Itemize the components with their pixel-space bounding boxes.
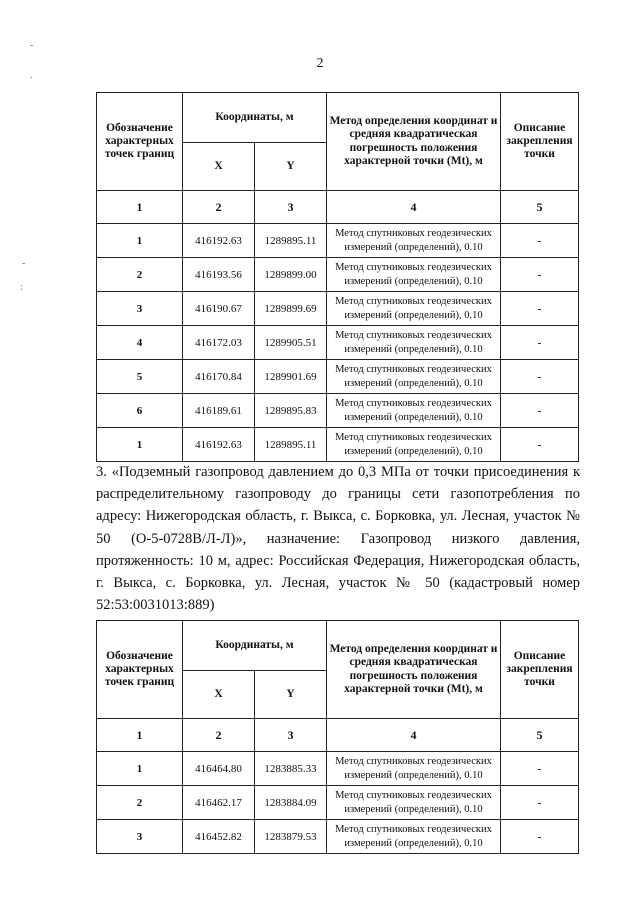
header-y: Y xyxy=(255,143,327,191)
x-coordinate-cell: 416170.84 xyxy=(183,360,255,394)
method-cell: Метод спутниковых геодезических измерений (определений), 0.10 xyxy=(327,360,501,394)
description-cell: - xyxy=(501,326,579,360)
x-coordinate-cell: 416452.82 xyxy=(183,820,255,854)
method-cell: Метод спутниковых геодезических измерений (определений), 0.10 xyxy=(327,820,501,854)
description-cell: - xyxy=(501,428,579,462)
column-number: 3 xyxy=(255,719,327,752)
method-cell: Метод спутниковых геодезических измерений (определений), 0.10 xyxy=(327,258,501,292)
header-method: Метод определения координат и средняя квадратическая погрешность положения характерной точки (Mt), м xyxy=(327,621,501,719)
x-coordinate-cell: 416462.17 xyxy=(183,786,255,820)
y-coordinate-cell: 1289895.11 xyxy=(255,224,327,258)
description-cell: - xyxy=(501,292,579,326)
description-cell: - xyxy=(501,820,579,854)
table-row xyxy=(97,428,579,462)
point-cell: 1 xyxy=(97,224,183,258)
x-coordinate-cell: 416192.63 xyxy=(183,428,255,462)
method-cell: Метод спутниковых геодезических измерений (определений), 0.10 xyxy=(327,224,501,258)
header-description: Описание закрепления точки xyxy=(501,93,579,191)
table-row xyxy=(97,394,579,428)
method-cell: Метод спутниковых геодезических измерений (определений), 0.10 xyxy=(327,326,501,360)
method-cell: Метод спутниковых геодезических измерений (определений), 0.10 xyxy=(327,394,501,428)
column-number: 1 xyxy=(97,191,183,224)
point-cell: 2 xyxy=(97,786,183,820)
method-cell: Метод спутниковых геодезических измерений (определений), 0.10 xyxy=(327,428,501,462)
table-row xyxy=(97,360,579,394)
column-number-row xyxy=(97,191,579,224)
x-coordinate-cell: 416189.61 xyxy=(183,394,255,428)
column-number: 4 xyxy=(327,191,501,224)
x-coordinate-cell: 416190.67 xyxy=(183,292,255,326)
margin-mark: : xyxy=(20,282,23,293)
y-coordinate-cell: 1289899.00 xyxy=(255,258,327,292)
point-cell: 2 xyxy=(97,258,183,292)
y-coordinate-cell: 1289905.51 xyxy=(255,326,327,360)
point-cell: 3 xyxy=(97,292,183,326)
column-number: 2 xyxy=(183,191,255,224)
y-coordinate-cell: 1283884.09 xyxy=(255,786,327,820)
point-cell: 6 xyxy=(97,394,183,428)
description-cell: - xyxy=(501,752,579,786)
y-coordinate-cell: 1289895.83 xyxy=(255,394,327,428)
page-number: 2 xyxy=(316,56,324,71)
object-description-paragraph: 3. «Подземный газопровод давлением до 0,3 МПа от точки присоединения к распределительному газопроводу до границы сети газопотребления по адресу: Нижегородская область, г. Выкса, с. Борковка, ул. Лесная, участок № 50 (О-5-0728В/Л-Л)», назначение: Газопровод низкого давления, протяженность: 10 м, адрес: Российская Федерация, Нижегородская область, г. Выкса, с. Борковка, ул. Лесная, участок № 50 (кадастровый номер 52:53:0031013:889) xyxy=(96,464,580,614)
description-cell: - xyxy=(501,224,579,258)
method-cell: Метод спутниковых геодезических измерений (определений), 0.10 xyxy=(327,786,501,820)
description-cell: - xyxy=(501,360,579,394)
x-coordinate-cell: 416464.80 xyxy=(183,752,255,786)
y-coordinate-cell: 1283879.53 xyxy=(255,820,327,854)
header-designation: Обозначение характерных точек границ xyxy=(97,621,183,719)
margin-mark: . xyxy=(30,70,33,81)
margin-mark: - xyxy=(22,258,26,269)
table-row xyxy=(97,752,579,786)
column-number: 1 xyxy=(97,719,183,752)
header-x: X xyxy=(183,671,255,719)
coordinates-table-2 xyxy=(96,620,579,854)
method-cell: Метод спутниковых геодезических измерений (определений), 0.10 xyxy=(327,752,501,786)
y-coordinate-cell: 1289901.69 xyxy=(255,360,327,394)
method-cell: Метод спутниковых геодезических измерений (определений), 0.10 xyxy=(327,292,501,326)
column-number: 5 xyxy=(501,719,579,752)
y-coordinate-cell: 1283885.33 xyxy=(255,752,327,786)
point-cell: 4 xyxy=(97,326,183,360)
table-row xyxy=(97,292,579,326)
column-number: 5 xyxy=(501,191,579,224)
header-coordinates: Координаты, м xyxy=(183,621,327,671)
table-row xyxy=(97,326,579,360)
point-cell: 5 xyxy=(97,360,183,394)
header-method: Метод определения координат и средняя квадратическая погрешность положения характерной точки (Mt), м xyxy=(327,93,501,191)
x-coordinate-cell: 416192.63 xyxy=(183,224,255,258)
x-coordinate-cell: 416193.56 xyxy=(183,258,255,292)
header-description: Описание закрепления точки xyxy=(501,621,579,719)
column-number: 3 xyxy=(255,191,327,224)
y-coordinate-cell: 1289899.69 xyxy=(255,292,327,326)
column-number: 2 xyxy=(183,719,255,752)
table-row xyxy=(97,820,579,854)
header-y: Y xyxy=(255,671,327,719)
column-number-row xyxy=(97,719,579,752)
point-cell: 3 xyxy=(97,820,183,854)
description-cell: - xyxy=(501,786,579,820)
description-cell: - xyxy=(501,258,579,292)
table-row xyxy=(97,224,579,258)
coordinates-table-1 xyxy=(96,92,579,462)
header-x: X xyxy=(183,143,255,191)
point-cell: 1 xyxy=(97,752,183,786)
point-cell: 1 xyxy=(97,428,183,462)
x-coordinate-cell: 416172.03 xyxy=(183,326,255,360)
header-designation: Обозначение характерных точек границ xyxy=(97,93,183,191)
column-number: 4 xyxy=(327,719,501,752)
margin-mark: - xyxy=(30,40,34,51)
table-row xyxy=(97,786,579,820)
y-coordinate-cell: 1289895.11 xyxy=(255,428,327,462)
table-row xyxy=(97,258,579,292)
header-coordinates: Координаты, м xyxy=(183,93,327,143)
description-cell: - xyxy=(501,394,579,428)
